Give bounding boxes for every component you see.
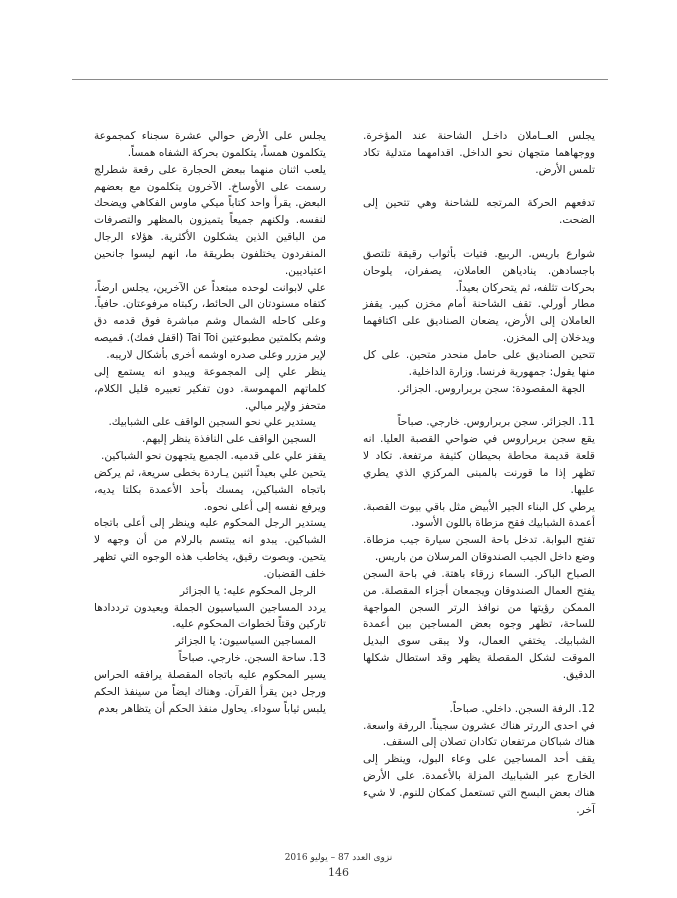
paragraph: يستدير الرجل المحكوم عليه وينظر إلى أعلى باتجاه الشباكين. يبدو انه يبتسم بالرلام من أن وجهه لا يتحين. وبصوت رقيق، يخاطب هذه الوجوه التي تظهر خلف القضبان. <box>94 517 326 580</box>
paragraph: السجين الواقف على النافذة ينظر إليهم. <box>142 433 316 446</box>
paragraph: يجلس على الأرض حوالي عشرة سجناء كمجموعة يتكلمون همساً، يتكلمون بحركة الشفاه همساً. <box>94 130 326 159</box>
paragraph: علي لابوانت لوحده مبتعداً عن الآخرين، يجلس ارضاً، كتفاه مسنودتان الى الحائط، ركبتاه مرفوعتان. حافياً. وعلى كاحله الشمال وشم مباشرة فوق قدمه دق وشم بكلمتين مطبوعتين Tai Toi (اقفل فمك). قميصه لإير مزرر وعلى صدره اوشمه أخرى بأشكال لاريبه. <box>94 281 326 361</box>
paragraph: تدفعهم الحركة المرتجه للشاحنة وهي تتحين إلى الضحت. <box>363 197 595 227</box>
paragraph: يقفز علي على قدميه. الجميع يتجهون نحو الشباكين. <box>100 450 326 463</box>
left-column <box>94 128 326 718</box>
dialogue-line: الرجل المحكوم عليه: يا الجزائر <box>179 584 316 597</box>
paragraph: تفتح البوابة. تدخل باحة السجن سيارة جيب مزطاة. وضع داخل الجيب الصندوقان المرسلان من باريس. <box>363 534 595 564</box>
paragraph: الصباح الباكر. السماء زرقاء باهتة. في باحة السجن يفتح العمال الصندوقان ويجمعان أجزاء المقصلة. من الممكن رؤيتها من نوافذ الرتر السجن المواجهة للساحة، تظهر وجوه بعض المساجين بين أعمدة الشبابيك. يختفي العمال، ولا يبقى سوى البديل الموقت لشكل المقصلة يظهر وقد استطال شكلها الدقيق. <box>363 567 595 681</box>
paragraph: تتحين الصناديق على حامل منحدر متحين. على كل منها يقول: جمهورية فرنسا. وزارة الداخلية. <box>363 348 595 378</box>
paragraph: يردد المساجين السياسيون الجملة ويعيدون ترددادها تاركين وقتاً لخطوات المحكوم عليه. <box>94 601 326 631</box>
paragraph: مطار أورلي. تقف الشاحنة أمام مخزن كبير. يقفز العاملان إلى الأرض، يضعان الصناديق على اكتافهما ويدخلان إلى المخزن. <box>363 298 595 345</box>
header-rule <box>72 79 608 80</box>
paragraph: في احدى الررتر هناك عشرون سجيناً. الررفة واسعة. هناك شباكان مرتفعان تكادان تصلان إلى السقف. <box>363 719 595 749</box>
footer-issue: نزوى العدد 87 – يوليو 2016 <box>284 853 393 863</box>
paragraph: يرطي كل البناء الجير الأبيض مثل باقي بيوت القصبة. أعمدة الشبابيك فقح مزطاة باللون الأسود. <box>363 500 595 530</box>
paragraph: يتحين علي بعيداً اثنين يـاردة بخطى سريعة، ثم يركض باتجاه الشباكين، يمسك بأحد الأعمدة بكلتا يديه، ويرفع نفسه إلى أعلى نحوه. <box>94 466 326 513</box>
scene-heading: 12. الرفة السجن. داخلي. صباحاً. <box>449 702 595 715</box>
paragraph: يقف أحد المساجين على وعاء البول، وينظر إلى الخارج عبر الشبابيك المزلة بالأعمدة. على الأرض هناك بعض البسح التي تستعمل كمكان للنوم. لا شيء آخر. <box>363 753 595 816</box>
scene-heading: 13. ساحة السجن. خارجي. صباحاً <box>178 652 326 665</box>
paragraph: ينظر علي إلى المجموعة ويبدو انه يستمع إلى كلماتهم المهموسة. دون تفكير تعبيره قليل الكلام، متحفز ولإير مبالي. <box>94 365 326 412</box>
paragraph: يلعب اثنان منهما ببعض الحجارة على رقعة شطرلج رسمت على الأوساخ. الآخرون يتكلمون مع بعضهم البعض. يقرأ واحد كتاباً ميكي ماوس الفكاهي ويضحك لنفسه. ولكنهم جميعاً يتميزون بالمظهر والتصرفات من الباقين الذين يشكلون الأكثرية. هؤلاء الرجال المنفردون يختلفون بطريقة ما، انهم ليسوا جانحين اعتياديين. <box>94 163 326 277</box>
right-column <box>363 128 595 819</box>
scene-heading: 11. الجزائر. سجن بربراروس. خارجي. صباحاً <box>397 416 595 429</box>
paragraph: يستدير علي نحو السجين الواقف على الشبابيك. <box>108 416 316 429</box>
paragraph: يجلس العــاملان داخـل الشاحنة عند المؤخرة. ووجهاهما متجهان نحو الداخل. اقدامهما متدلية تكاد تلمس الأرض. <box>363 130 595 176</box>
dialogue-line: المساجين السياسيون: يا الجزائر <box>175 635 316 648</box>
paragraph: يسير المحكوم عليه باتجاه المقصلة يرافقه الحراس ورجل دين يقرأ القرآن. وهناك ايضاً من سينفذ الحكم يلبس ثياباً سوداء. يحاول منفذ الحكم أن يتظاهر بعدم <box>94 669 326 715</box>
paragraph: الجهة المقصودة: سجن بربراروس. الجزائر. <box>397 382 585 395</box>
paragraph: يقع سجن بربراروس في ضواحي القصبة العليا. انه قلعة قديمة محاطة بحيطان كثيفة مرتفعة. تكاد لا تظهر إذا ما قورنت بالمبنى المركزي الذي يطري عليها. <box>363 433 595 496</box>
page-number: 146 <box>328 866 349 879</box>
paragraph: شوارع باريس. الربيع. فتيات بأثواب رقيقة تلتصق باجسادهن. ينادياهن العاملان، يصفران، يلوحان بحركات تثلفه، ثم يتحركان بعيداً. <box>363 247 595 294</box>
